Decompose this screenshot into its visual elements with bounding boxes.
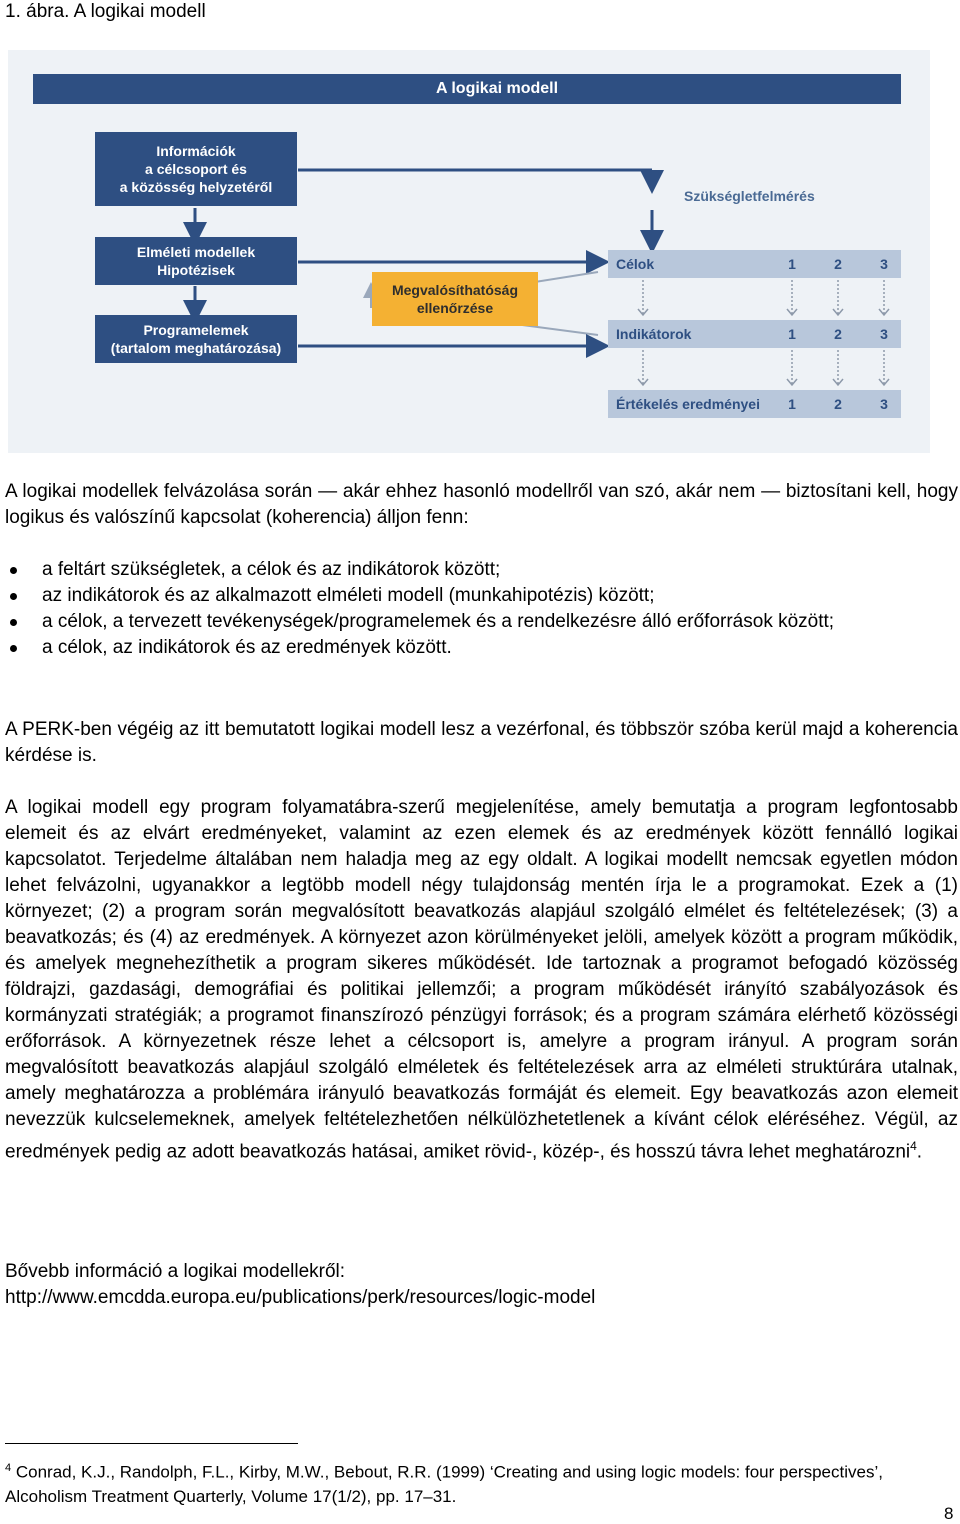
bullet-icon bbox=[10, 619, 17, 626]
row-indicators-num-3: 3 bbox=[880, 326, 888, 342]
list-item-text: a célok, az indikátorok és az eredmények között. bbox=[42, 637, 452, 658]
figure-title: A logikai modell bbox=[435, 80, 559, 97]
box-program-elements bbox=[95, 315, 297, 363]
row-indicators-label: Indikátorok bbox=[616, 326, 692, 342]
coherence-list bbox=[5, 557, 958, 661]
box-feasibility-line2: ellenőrzése bbox=[416, 300, 494, 316]
box-information bbox=[95, 132, 297, 206]
footnote-reference[interactable]: 4 bbox=[910, 1139, 917, 1153]
list-item bbox=[5, 557, 958, 583]
box-information-line3: a közösség helyzetéről bbox=[119, 179, 273, 195]
row-results-label: Értékelés eredményei bbox=[616, 396, 760, 412]
row-indicators bbox=[608, 320, 901, 348]
perk-paragraph: A PERK-ben végéig az itt bemutatott logikai modell lesz a vezérfonal, és többször szóba kerül majd a koherencia kérdése is. bbox=[5, 719, 958, 766]
bullet-icon bbox=[10, 645, 17, 652]
box-feasibility bbox=[372, 272, 538, 326]
list-item-text: a feltárt szükségletek, a célok és az indikátorok között; bbox=[42, 559, 501, 580]
list-item-text: a célok, a tervezett tevékenységek/programelemek és a rendelkezésre álló erőforrások között; bbox=[42, 611, 835, 632]
row-results bbox=[608, 390, 901, 418]
bullet-icon bbox=[10, 593, 17, 600]
footnote-text: Conrad, K.J., Randolph, F.L., Kirby, M.W., Bebout, R.R. (1999) ‘Creating and using logic models: four perspectives’, Alcoholism Treatment Quarterly, Volume 17(1/2), pp. 17–31. bbox=[5, 1462, 883, 1506]
row-goals-num-3: 3 bbox=[880, 256, 888, 272]
list-item bbox=[5, 635, 958, 661]
box-feasibility-line1: Megvalósíthatóság bbox=[391, 282, 519, 298]
list-item-text: az indikátorok és az alkalmazott elméleti modell (munkahipotézis) között; bbox=[42, 585, 655, 606]
main-paragraph-text: A logikai modell egy program folyamatábra-szerű megjelenítése, amely bemutatja a program legfontosabb elemeit és az elvárt eredményeket, valamint az ezen elemek és az eredmények között fennálló logikai kapcsolatot. Terjedelme általában nem haladja meg az egy oldalt. A logikai modellt nemcsak egyetlen módon lehet felvázolni, ugyanakkor a legtöbb modell négy tulajdonság mentén írja le a programokat. Ezek a (1) környezet; (2) a program során megvalósított beavatkozás alapjául szolgáló elmélet és feltételezések; (3) a beavatkozás; és (4) az eredmények. A környezet azon körülményeket jelöli, amelyek között a program működik, és amelyek megnehezíthetik a program sikeres működését. Ide tartoznak a programot befogadó közösség földrajzi, gazdasági, demográfiai és politikai jellemzői; a program működését irányító szabályozások és kormányzati stratégiák; a programot finanszírozó pénzügyi források; és a program számára elérhető közösségi erőforrások. A környezetnek része lehet a célcsoport is, amelyre a program irányul. A program során megvalósított beavatkozás alapjául szolgáló elméletek és feltételezések arra az elméleti struktúrára utalnak, amely meghatározza a problémára irányuló beavatkozás formáját és elemeit. Egy beavatkozás azon elemeit nevezzük kulcselemeknek, amelyek feltételezhetően nélkülözhetetlenek a kívánt célok eléréséhez. Végül, az eredmények pedig az adott beavatkozás hatásai, amiket rövid-, közép-, és hosszú távra lehet meghatározni bbox=[5, 797, 958, 1163]
needs-assessment-label: Szükségletfelmérés bbox=[684, 188, 815, 204]
figure-caption: 1. ábra. A logikai modell bbox=[5, 1, 206, 22]
box-program-line1: Programelemek bbox=[143, 322, 249, 338]
box-theory bbox=[95, 237, 297, 285]
row-indicators-num-2: 2 bbox=[834, 326, 842, 342]
row-results-num-3: 3 bbox=[880, 396, 888, 412]
bullet-icon bbox=[10, 567, 17, 574]
footnote-divider bbox=[5, 1443, 298, 1444]
needs-assessment-bar bbox=[602, 182, 901, 210]
box-information-line1: Információk bbox=[156, 143, 236, 159]
main-paragraph-end: . bbox=[916, 1141, 923, 1163]
row-goals bbox=[608, 250, 901, 278]
intro-paragraph: A logikai modellek felvázolása során — akár ehhez hasonló modellről van szó, akár nem — biztosítani kell, hogy logikus és valószínű kapcsolat (koherencia) álljon fenn: bbox=[5, 481, 958, 528]
main-paragraph bbox=[5, 795, 958, 1165]
row-goals-label: Célok bbox=[616, 256, 655, 272]
logic-model-figure bbox=[8, 50, 930, 453]
row-results-num-2: 2 bbox=[834, 396, 842, 412]
list-item bbox=[5, 583, 958, 609]
box-program-line2: (tartalom meghatározása) bbox=[110, 340, 282, 356]
box-theory-line1: Elméleti modellek bbox=[136, 244, 256, 260]
more-info-link[interactable]: http://www.emcdda.europa.eu/publications/perk/resources/logic-model bbox=[5, 1287, 596, 1308]
row-goals-num-2: 2 bbox=[834, 256, 842, 272]
row-goals-num-1: 1 bbox=[788, 256, 796, 272]
figure-title-banner bbox=[33, 74, 901, 104]
page-number: 8 bbox=[944, 1504, 954, 1523]
row-indicators-num-1: 1 bbox=[788, 326, 796, 342]
box-theory-line2: Hipotézisek bbox=[157, 262, 235, 278]
more-info-label: Bővebb információ a logikai modellekről: bbox=[5, 1261, 346, 1282]
box-information-line2: a célcsoport és bbox=[145, 161, 247, 177]
footnote bbox=[5, 1456, 958, 1509]
dotted-arrows-goals-indicators bbox=[643, 280, 884, 314]
row-results-num-1: 1 bbox=[788, 396, 796, 412]
list-item bbox=[5, 609, 958, 635]
footnote-mark: 4 bbox=[5, 1462, 12, 1474]
dotted-arrows-indicators-results bbox=[643, 350, 884, 384]
